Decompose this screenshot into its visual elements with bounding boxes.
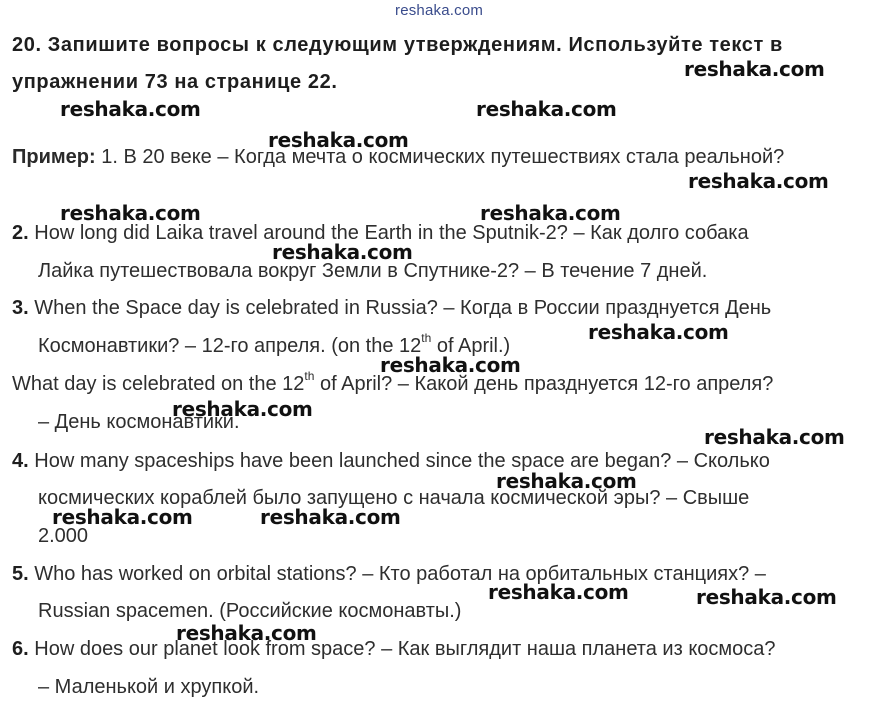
task-number: 20.	[12, 34, 42, 56]
item-3-line-1	[12, 297, 771, 320]
task-title-text: Запишите вопросы к следующим утверждениям. Используйте текст в	[47, 34, 783, 56]
item-6-number: 6.	[12, 638, 29, 660]
item-5-number: 5.	[12, 563, 29, 585]
watermark: reshaka.com	[704, 425, 845, 449]
watermark: reshaka.com	[176, 621, 317, 645]
item-3-line-3: What day is celebrated on the 12th of April? – Какой день празднуется 12-го апреля?	[12, 369, 774, 395]
item-4-line-3: 2.000	[38, 525, 89, 547]
watermark: reshaka.com	[268, 128, 409, 152]
watermark: reshaka.com	[476, 97, 617, 121]
example-text: 1. В 20 веке – Когда мечта о космических путешествиях стала реальной?	[101, 146, 785, 168]
watermark: reshaka.com	[172, 397, 313, 421]
item-2-text-1: How long did Laika travel around the Earth in the Sputnik-2? – Как долго собака	[34, 222, 749, 244]
item-3-number: 3.	[12, 297, 29, 319]
example-label: Пример:	[12, 146, 96, 168]
watermark: reshaka.com	[52, 505, 193, 529]
watermark: reshaka.com	[684, 57, 825, 81]
watermark: reshaka.com	[488, 580, 629, 604]
item-2-number: 2.	[12, 222, 29, 244]
item-4-text-1: How many spaceships have been launched since the space are began? – Сколько	[34, 450, 770, 472]
item-4-number: 4.	[12, 450, 29, 472]
item-6-line-2: – Маленькой и хрупкой.	[38, 676, 260, 698]
task-title-line-2: упражнении 73 на странице 22.	[12, 71, 338, 93]
watermark: reshaka.com	[688, 169, 829, 193]
item-6-line-1	[12, 638, 776, 661]
watermark: reshaka.com	[60, 97, 201, 121]
item-6-text-1: How does our planet look from space? – Как выглядит наша планета из космоса?	[34, 638, 776, 660]
watermark: reshaka.com	[480, 201, 621, 225]
item-3-line-2: Космонавтики? – 12-го апреля. (on the 12th of April.)	[38, 331, 511, 357]
watermark: reshaka.com	[260, 505, 401, 529]
watermark: reshaka.com	[588, 320, 729, 344]
item-4-line-2: космических кораблей было запущено с начала космической эры? – Свыше	[38, 487, 750, 509]
watermark: reshaka.com	[496, 469, 637, 493]
item-4-line-1	[12, 450, 770, 473]
task-title-line-1	[12, 34, 870, 57]
item-3-line-4: – День космонавтики.	[38, 411, 240, 433]
item-5-line-2: Russian spacemen. (Российские космонавты.)	[38, 600, 462, 622]
watermark: reshaka.com	[380, 353, 521, 377]
item-5-text-1: Who has worked on orbital stations? – Кто работал на орбитальных станциях? –	[34, 563, 766, 585]
watermark: reshaka.com	[696, 585, 837, 609]
item-2-line-2: Лайка путешествовала вокруг Земли в Спутнике-2? – В течение 7 дней.	[38, 260, 708, 282]
item-5-line-1	[12, 563, 766, 586]
item-3-text-1: When the Space day is celebrated in Russia? – Когда в России празднуется День	[34, 297, 772, 319]
watermark: reshaka.com	[60, 201, 201, 225]
header-watermark: reshaka.com	[395, 2, 484, 19]
watermark: reshaka.com	[272, 240, 413, 264]
